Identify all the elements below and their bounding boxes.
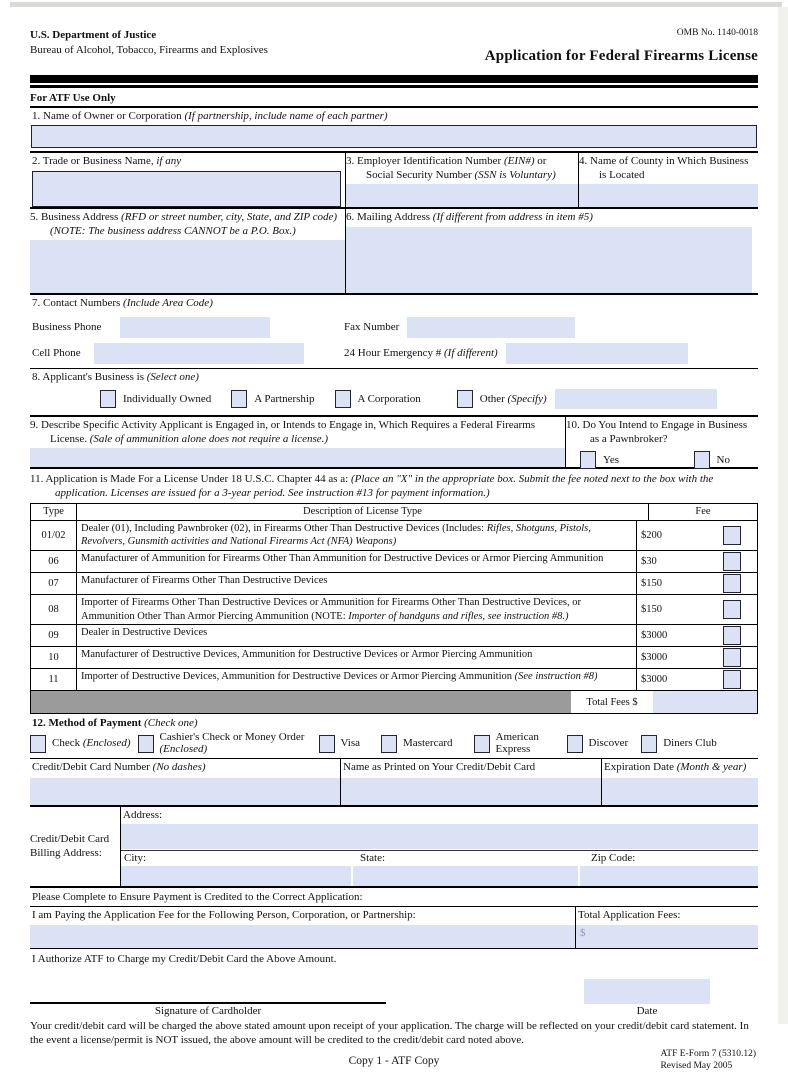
payment-options bbox=[30, 732, 758, 755]
pawnbroker-no-checkbox[interactable] bbox=[694, 451, 710, 469]
card-number-label: Credit/Debit Card Number bbox=[32, 761, 153, 774]
total-fees-label: Total Fees $ bbox=[586, 696, 638, 708]
please-complete-note: Please Complete to Ensure Payment is Credited to the Correct Application: bbox=[30, 888, 758, 907]
item12-label-italic: (Check one) bbox=[144, 717, 198, 730]
card-exp-label: Expiration Date bbox=[604, 761, 677, 774]
section-12-heading bbox=[30, 714, 758, 729]
other-specify-input[interactable] bbox=[555, 389, 717, 409]
cell-phone-input[interactable] bbox=[94, 343, 304, 364]
atf-use-only-label: For ATF Use Only bbox=[30, 88, 758, 108]
pawnbroker-no-label: No bbox=[716, 454, 730, 467]
mailing-address-input[interactable] bbox=[346, 227, 752, 294]
date-input[interactable] bbox=[584, 979, 710, 1004]
visa-label: Visa bbox=[340, 737, 361, 749]
item7-label: 7. Contact Numbers bbox=[32, 297, 124, 310]
license-type-code: 06 bbox=[31, 551, 77, 572]
check-checkbox[interactable] bbox=[30, 735, 46, 753]
table-row bbox=[31, 624, 757, 646]
business-phone-input[interactable] bbox=[120, 317, 270, 338]
billing-address-label: Address: bbox=[123, 808, 163, 821]
item2-label-italic: if any bbox=[156, 155, 182, 168]
check-label-italic: (Enclosed) bbox=[82, 737, 131, 749]
col-header-description: Description of License Type bbox=[303, 506, 422, 518]
col-header-fee: Fee bbox=[648, 504, 757, 520]
total-application-fees-input[interactable] bbox=[576, 925, 758, 948]
license-fee: $3000 bbox=[641, 630, 668, 642]
card-number-input[interactable] bbox=[30, 778, 340, 805]
item1-label: 1. Name of Owner or Corporation bbox=[32, 110, 185, 122]
license-description-italic: Importer of handguns and rifles, see instruction #8.) bbox=[348, 610, 569, 622]
fax-number-input[interactable] bbox=[407, 317, 575, 338]
item8-label: 8. Applicant's Business is bbox=[32, 370, 147, 383]
activity-description-input[interactable] bbox=[30, 448, 565, 467]
discover-label: Discover bbox=[588, 737, 629, 749]
item12-label: 12. Method of Payment bbox=[32, 717, 145, 730]
section-8 bbox=[30, 369, 758, 417]
item8-label-italic: (Select one) bbox=[146, 370, 199, 383]
license-description-italic: (See instruction #8) bbox=[514, 671, 598, 683]
scan-edge-top bbox=[10, 2, 782, 7]
partnership-checkbox[interactable] bbox=[231, 390, 247, 408]
omb-number: OMB No. 1140-0018 bbox=[676, 28, 758, 38]
fee-checkbox-08[interactable] bbox=[723, 600, 741, 619]
col-header-type: Type bbox=[31, 504, 77, 520]
amex-checkbox[interactable] bbox=[474, 735, 490, 753]
license-fee: $3000 bbox=[641, 674, 668, 686]
item9-label: 9. Describe Specific Activity Applicant is Engaged in, or Intends to Engage in, Which Requires a Federal Firearms License. bbox=[30, 419, 536, 445]
item11-intro bbox=[30, 471, 758, 501]
billing-address-block bbox=[30, 807, 758, 888]
cell-phone-label: Cell Phone bbox=[32, 347, 81, 360]
fee-checkbox-09[interactable] bbox=[723, 626, 741, 645]
signature-label: Signature of Cardholder bbox=[154, 1004, 262, 1017]
pawnbroker-yes-label: Yes bbox=[603, 454, 620, 467]
license-description: Dealer in Destructive Devices bbox=[81, 627, 208, 639]
cashiers-check-label: Cashier's Check or Money Order bbox=[159, 731, 305, 744]
license-description: Manufacturer of Ammunition for Firearms Other Than Ammunition for Destructive Devices or Armor Piercing Ammunition bbox=[81, 552, 604, 564]
fee-checkbox-07[interactable] bbox=[723, 574, 741, 593]
corporation-checkbox[interactable] bbox=[335, 390, 351, 408]
license-type-code: 10 bbox=[31, 647, 77, 668]
license-type-code: 09 bbox=[31, 625, 77, 646]
other-checkbox[interactable] bbox=[457, 390, 473, 408]
license-fee: $150 bbox=[641, 577, 662, 589]
item10-label: 10. Do You Intend to Engage in Business as a Pawnbroker? bbox=[566, 419, 748, 445]
individually-owned-label: Individually Owned bbox=[123, 393, 212, 406]
form-number: ATF E-Form 7 (5310.12) bbox=[660, 1049, 756, 1060]
license-type-code: 08 bbox=[31, 595, 77, 624]
other-label: Other bbox=[479, 393, 508, 406]
fee-checkbox-10[interactable] bbox=[723, 648, 741, 667]
paying-for-row bbox=[30, 907, 758, 948]
license-type-code: 01/02 bbox=[31, 521, 77, 550]
license-description: Importer of Firearms Other Than Destructive Devices or Ammunition for Firearms Other Than Destructive Devices, or Ammunition Other Than Armor Piercing Ammunition (NOTE: bbox=[81, 596, 581, 622]
total-fees-input[interactable] bbox=[653, 691, 757, 713]
total-application-fees-label: Total Application Fees: bbox=[578, 909, 681, 922]
table-row bbox=[31, 572, 757, 594]
billing-address-input[interactable] bbox=[121, 824, 758, 849]
item11-label-italic: (Place an "X" in the appropriate box. Submit the fee noted next to the box with the application. Licenses are issued for a 3-year period. See instruction #13 for payment information.) bbox=[55, 473, 714, 499]
card-exp-input[interactable] bbox=[602, 778, 758, 805]
item4-label: 4. Name of County in Which Business is Located bbox=[579, 155, 749, 181]
billing-label-line2: Billing Address: bbox=[30, 847, 102, 860]
billing-city-label: City: bbox=[124, 852, 147, 865]
owner-name-input[interactable] bbox=[31, 125, 757, 148]
check-label: Check bbox=[52, 737, 83, 749]
copy-label: Copy 1 - ATF Copy bbox=[348, 1055, 440, 1068]
item5-label-italic: (RFD or street number, city, State, and ZIP code) (NOTE: The business address CANNOT be a P.O. Box.) bbox=[50, 211, 338, 237]
ein-ssn-input[interactable] bbox=[346, 184, 578, 207]
business-address-input[interactable] bbox=[30, 240, 345, 293]
section-5-6 bbox=[30, 209, 758, 295]
item3-label: 3. Employer Identification Number bbox=[346, 155, 504, 168]
paying-for-label: I am Paying the Application Fee for the Following Person, Corporation, or Partnership: bbox=[32, 909, 416, 922]
diners-club-label: Diners Club bbox=[663, 737, 717, 749]
divider-bar bbox=[30, 75, 758, 85]
authorize-statement: I Authorize ATF to Charge my Credit/Debit Card the Above Amount. bbox=[32, 952, 337, 965]
form-revision-date: Revised May 2005 bbox=[660, 1061, 733, 1072]
emergency-label: 24 Hour Emergency # bbox=[344, 347, 444, 360]
other-label-italic: (Specify) bbox=[507, 393, 547, 406]
card-exp-label-italic: (Month & year) bbox=[676, 761, 747, 774]
item9-label-italic: (Sale of ammunition alone does not require a license.) bbox=[89, 432, 329, 445]
license-fee: $3000 bbox=[641, 652, 668, 664]
total-fees-row bbox=[31, 690, 757, 713]
item11-label: 11. Application is Made For a License Under 18 U.S.C. Chapter 44 as a: bbox=[30, 473, 351, 486]
pawnbroker-yes-checkbox[interactable] bbox=[580, 451, 596, 469]
license-description: Importer of Destructive Devices, Ammunition for Destructive Devices or Armor Piercing Ammunition bbox=[81, 671, 515, 683]
table-header-row bbox=[31, 504, 757, 520]
license-type-table bbox=[30, 503, 758, 714]
card-details-row bbox=[30, 758, 758, 806]
section-9-10 bbox=[30, 417, 758, 469]
dollar-prefix: $ bbox=[580, 926, 586, 939]
item1-label-italic: (If partnership, include name of each partner) bbox=[184, 110, 388, 122]
business-phone-label: Business Phone bbox=[32, 321, 102, 334]
paying-for-input[interactable] bbox=[30, 925, 575, 948]
diners-club-checkbox[interactable] bbox=[641, 735, 657, 753]
visa-checkbox[interactable] bbox=[319, 735, 335, 753]
license-description: Dealer (01), Including Pawnbroker (02), in Firearms Other Than Destructive Devices (Includes: bbox=[81, 522, 487, 534]
mastercard-checkbox[interactable] bbox=[381, 735, 397, 753]
item2-label: 2. Trade or Business Name, bbox=[32, 155, 157, 168]
license-description-italic: Rifles, Shotguns, Pistols, Revolvers, Gunsmith activities and National Firearms Act (NFA) Weapons) bbox=[81, 522, 591, 548]
emergency-number-input[interactable] bbox=[506, 343, 688, 364]
table-row bbox=[31, 550, 757, 572]
bureau-name: Bureau of Alcohol, Tobacco, Firearms and Explosives bbox=[30, 43, 268, 56]
fee-checkbox-01-02[interactable] bbox=[723, 526, 741, 545]
footer bbox=[30, 1049, 758, 1083]
fee-checkbox-11[interactable] bbox=[723, 670, 741, 689]
item5-label: 5. Business Address bbox=[30, 211, 122, 224]
table-row bbox=[31, 594, 757, 624]
fee-checkbox-06[interactable] bbox=[723, 552, 741, 571]
license-fee: $200 bbox=[641, 529, 662, 541]
item6-label: 6. Mailing Address bbox=[346, 211, 433, 224]
license-description: Manufacturer of Firearms Other Than Destructive Devices bbox=[81, 574, 328, 586]
card-number-label-italic: (No dashes) bbox=[152, 761, 206, 774]
card-name-input[interactable] bbox=[341, 778, 601, 805]
billing-state-input[interactable] bbox=[353, 866, 578, 886]
section-7 bbox=[30, 295, 758, 368]
emergency-label-italic: (If different) bbox=[444, 347, 498, 360]
trade-name-input[interactable] bbox=[32, 171, 341, 208]
item3-ssn-italic: (SSN is Voluntary) bbox=[474, 168, 556, 181]
section-1 bbox=[30, 108, 758, 153]
county-input[interactable] bbox=[579, 184, 758, 207]
license-fee: $30 bbox=[641, 555, 657, 567]
item3-label2: or Social Security Number bbox=[366, 155, 547, 181]
date-label: Date bbox=[636, 1004, 658, 1017]
billing-city-input[interactable] bbox=[121, 866, 351, 886]
signature-line[interactable] bbox=[30, 1002, 386, 1004]
individually-owned-checkbox[interactable] bbox=[100, 390, 116, 408]
table-row bbox=[31, 668, 757, 690]
license-description: Manufacturer of Destructive Devices, Ammunition for Destructive Devices or Armor Piercing Ammunition bbox=[81, 649, 533, 661]
scan-edge-right bbox=[778, 7, 788, 1024]
item7-label-italic: (Include Area Code) bbox=[123, 297, 213, 310]
table-row bbox=[31, 520, 757, 550]
item6-label-italic: (If different from address in item #5) bbox=[432, 211, 593, 224]
billing-zip-label: Zip Code: bbox=[591, 852, 636, 865]
table-row bbox=[31, 646, 757, 668]
signature-row bbox=[30, 971, 758, 1017]
charge-disclaimer: Your credit/debit card will be charged the above stated amount upon receipt of your application. The charge will be reflected on your credit/debit card statement. In the event a license/permit is NOT issued, the above amount will be credited to the credit/debit card noted above. bbox=[30, 1019, 749, 1047]
mastercard-label: Mastercard bbox=[403, 737, 453, 749]
fax-number-label: Fax Number bbox=[344, 321, 400, 334]
license-type-code: 11 bbox=[31, 669, 77, 690]
total-row-gray-bar bbox=[31, 691, 571, 713]
card-name-label: Name as Printed on Your Credit/Debit Card bbox=[343, 761, 536, 774]
form-header bbox=[30, 28, 758, 65]
agency-name: U.S. Department of Justice bbox=[30, 29, 157, 41]
form-title: Application for Federal Firearms License bbox=[484, 48, 758, 64]
item3-ein-italic: (EIN#) bbox=[503, 155, 535, 168]
license-type-code: 07 bbox=[31, 573, 77, 594]
cashiers-check-label-italic: (Enclosed) bbox=[159, 742, 208, 755]
license-fee: $150 bbox=[641, 604, 662, 616]
partnership-label: A Partnership bbox=[254, 393, 315, 406]
amex-label: American Express bbox=[495, 731, 539, 755]
billing-zip-input[interactable] bbox=[580, 866, 758, 886]
billing-label-line1: Credit/Debit Card bbox=[30, 832, 110, 845]
cashiers-check-checkbox[interactable] bbox=[138, 735, 154, 753]
discover-checkbox[interactable] bbox=[567, 735, 583, 753]
billing-state-label: State: bbox=[360, 852, 386, 865]
section-2-3-4 bbox=[30, 153, 758, 209]
corporation-label: A Corporation bbox=[357, 393, 421, 406]
